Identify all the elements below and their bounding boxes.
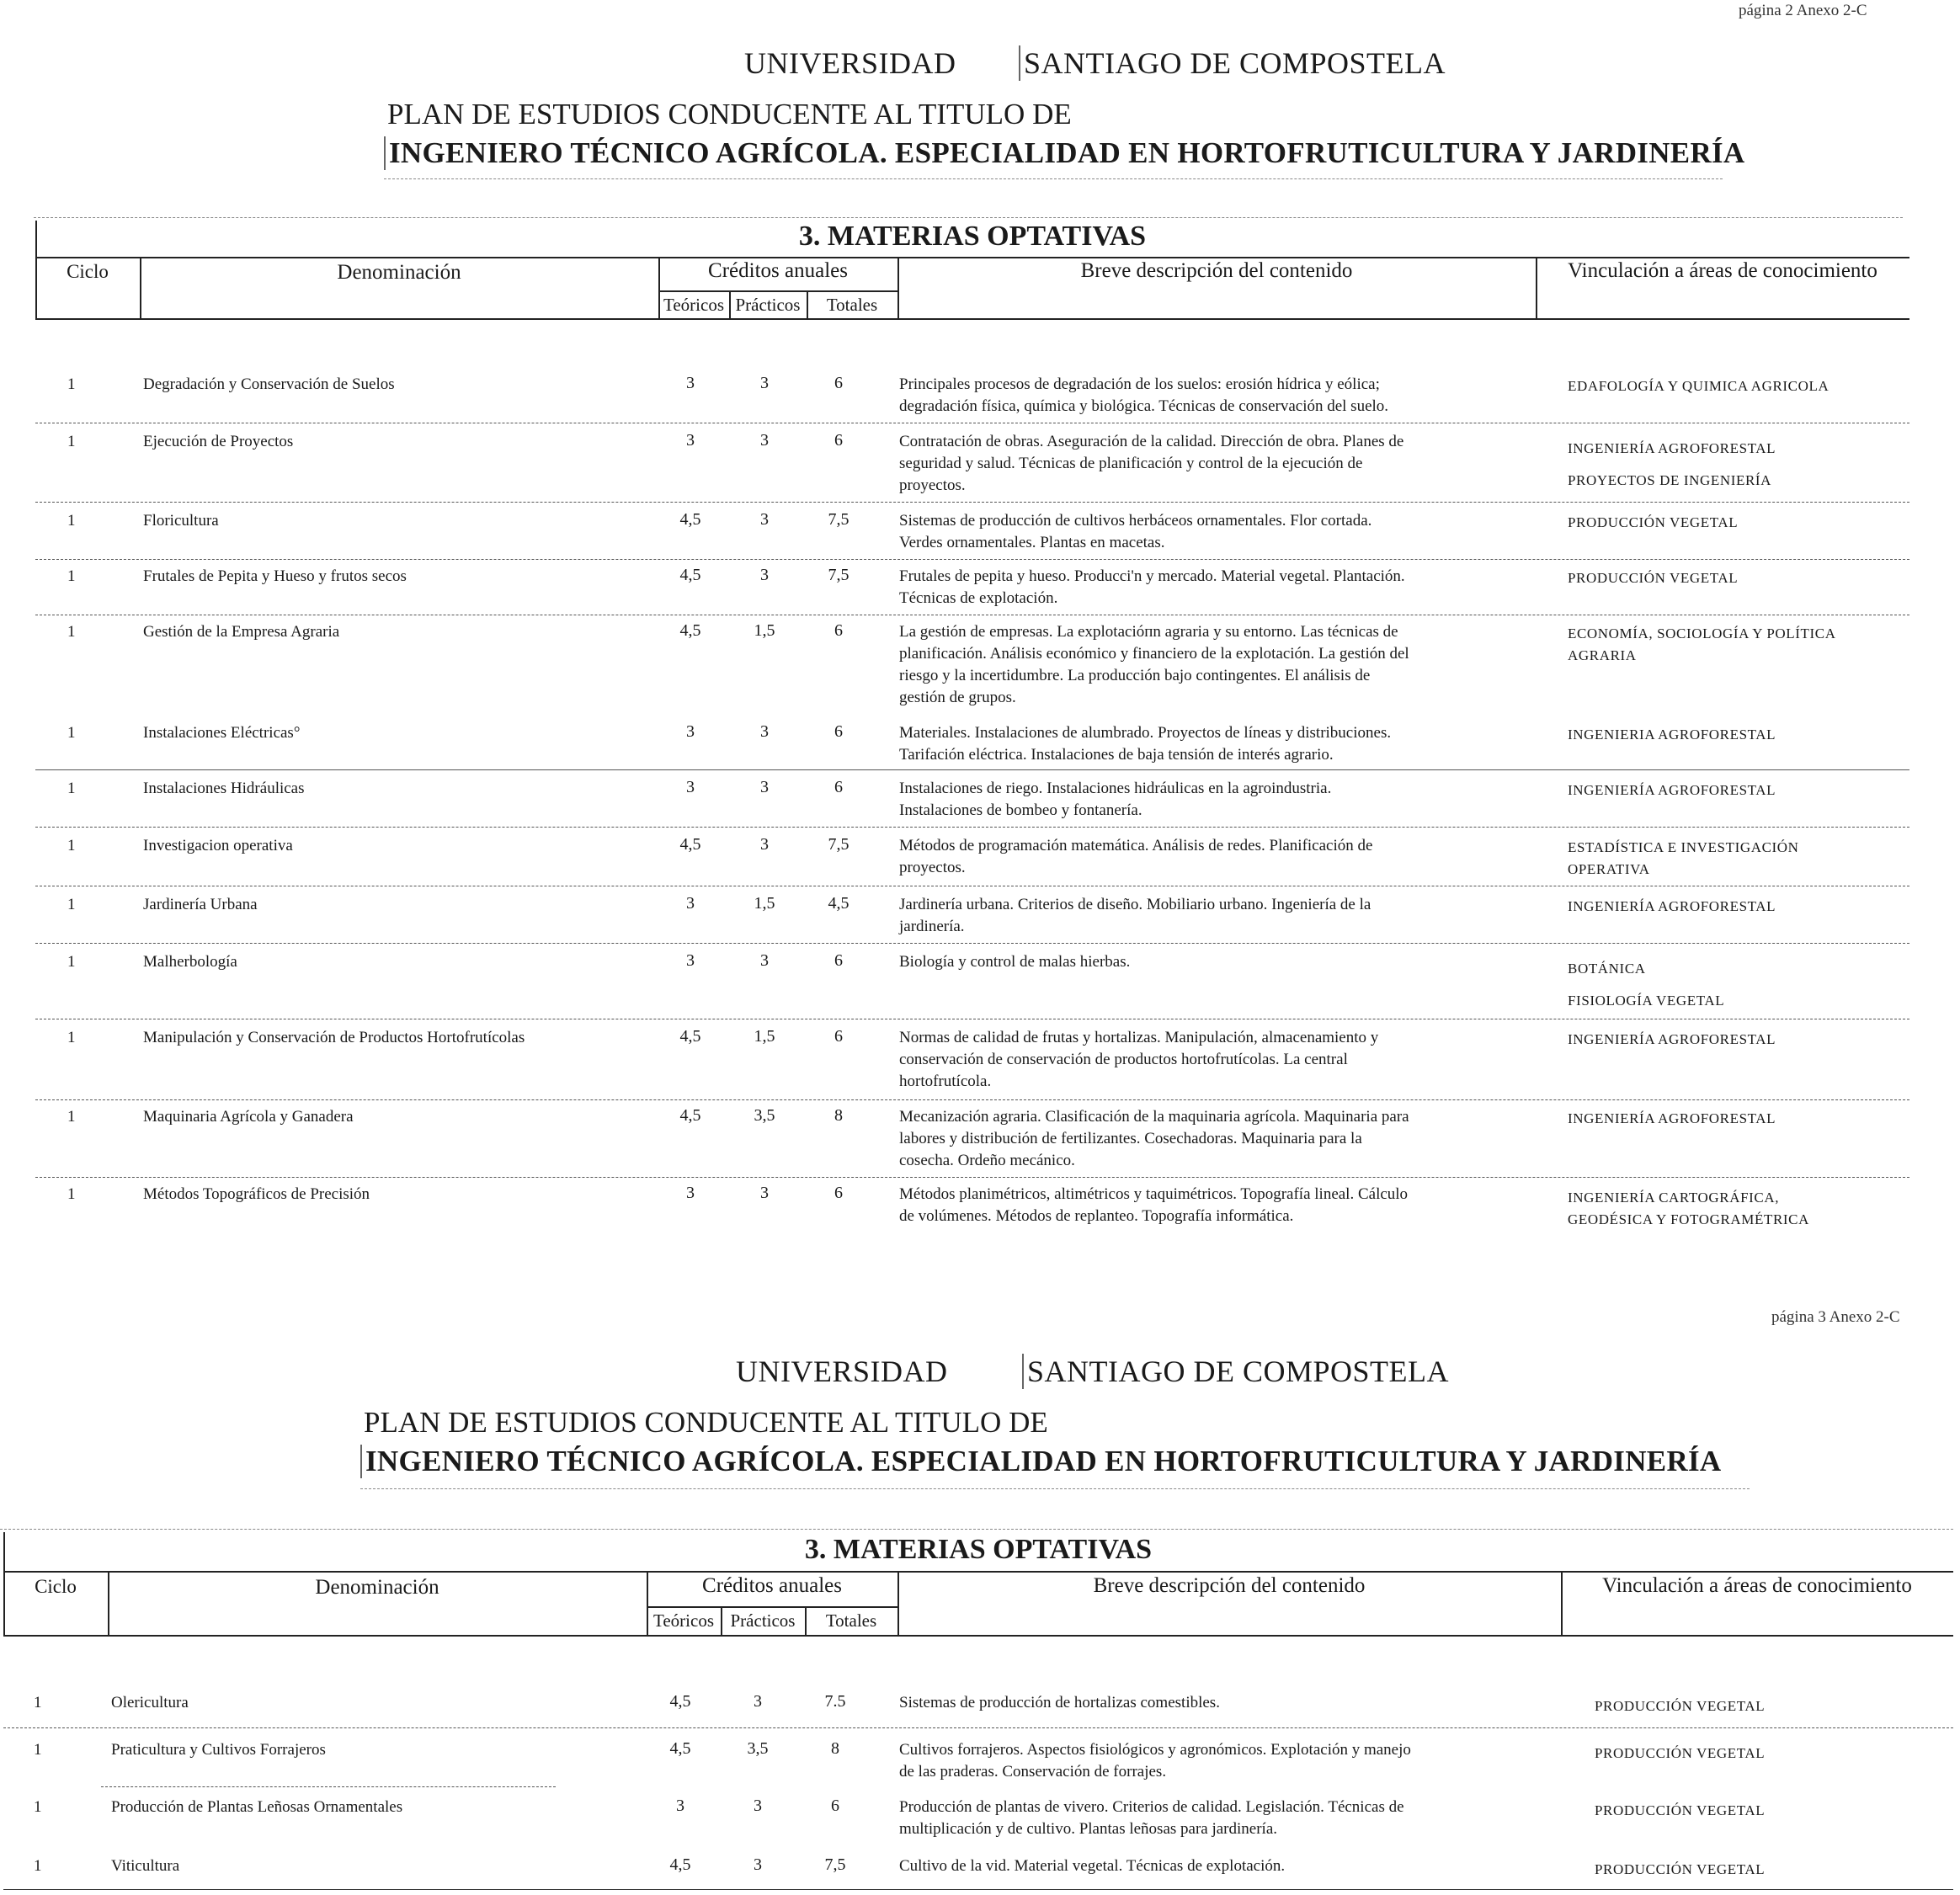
cell-ciclo: 1 (67, 375, 76, 393)
plan-line: PLAN DE ESTUDIOS CONDUCENTE AL TITULO DE (364, 1406, 1048, 1439)
table-border (3, 1635, 1953, 1637)
cell-practicos: 3 (760, 1184, 769, 1202)
row-divider (35, 1099, 1909, 1100)
cell-denominacion: Viticultura (111, 1857, 180, 1875)
cell-descripcion: Jardinería urbana. Criterios de diseño. Mobiliario urbano. Ingeniería de la jardinería. (899, 896, 1371, 935)
cell-denominacion: Producción de Plantas Leñosas Ornamentales (111, 1798, 403, 1816)
table-border (35, 257, 1909, 258)
cell-ciclo: 1 (34, 1694, 42, 1711)
cell-teoricos: 4,5 (679, 1106, 701, 1125)
cell-denominacion: Instalaciones Hidráulicas (143, 780, 305, 797)
cell-descripcion: Producción de plantas de vivero. Criterios de calidad. Legislación. Técnicas de multiplicación y de cultivo. Plantas leñosas para jardinería. (899, 1798, 1404, 1838)
cell-denominacion: Olericultura (111, 1694, 189, 1711)
cell-ciclo: 1 (67, 433, 76, 450)
cell-descripcion: Sistemas de producción de hortalizas comestibles. (899, 1694, 1220, 1711)
cell-teoricos: 3 (676, 1797, 684, 1815)
cell-totales: 6 (834, 1184, 843, 1202)
cell-totales: 7,5 (824, 1855, 846, 1874)
cell-teoricos: 4,5 (669, 1692, 691, 1711)
cell-teoricos: 4,5 (669, 1855, 691, 1874)
cell-vinculacion: ESTADÍSTICA E INVESTIGACIÓN OPERATIVA (1568, 839, 1799, 877)
cell-vinculacion: INGENIERÍA AGROFORESTAL (1568, 898, 1776, 914)
cell-practicos: 3 (760, 510, 769, 529)
cell-totales: 6 (831, 1797, 839, 1815)
cell-denominacion: Métodos Topográficos de Precisión (143, 1185, 370, 1203)
cell-ciclo: 1 (67, 953, 76, 971)
cell-descripcion: Métodos planimétricos, altimétricos y taquimétricos. Topografía lineal. Cálculo de volúmenes. Métodos de replanteo. Topografía informática. (899, 1185, 1409, 1225)
cell-descripcion: Materiales. Instalaciones de alumbrado. Proyectos de líneas y distribuciones. Tarifación eléctrica. Instalaciones de baja tensión de interés agrario. (899, 724, 1392, 764)
cell-denominacion: Investigacion operativa (143, 837, 293, 854)
table-border (3, 1889, 1953, 1890)
cell-vinculacion: INGENIERÍA AGROFORESTAL (1568, 1110, 1776, 1126)
row-divider (3, 1727, 1953, 1728)
cell-vinculacion: INGENIERÍA AGROFORESTAL (1568, 1031, 1776, 1047)
cell-vinculacion: PRODUCCIÓN VEGETAL (1568, 514, 1739, 530)
cell-practicos: 3 (760, 951, 769, 970)
cell-denominacion: Maquinaria Agrícola y Ganadera (143, 1108, 354, 1126)
cell-totales: 8 (831, 1739, 839, 1758)
cell-ciclo: 1 (67, 1185, 76, 1203)
cell-vinculacion: INGENIERÍA AGROFORESTAL (1568, 782, 1776, 798)
cell-denominacion: Ejecución de Proyectos (143, 433, 294, 450)
universidad-name: SANTIAGO DE COMPOSTELA (1022, 1354, 1449, 1389)
cell-teoricos: 3 (686, 1184, 695, 1202)
cell-descripcion: Biología y control de malas hierbas. (899, 953, 1131, 971)
cell-vinculacion: BOTÁNICA FISIOLOGÍA VEGETAL (1568, 961, 1725, 1009)
cell-teoricos: 4,5 (679, 510, 701, 529)
cell-totales: 6 (834, 778, 843, 796)
plan-line: PLAN DE ESTUDIOS CONDUCENTE AL TITULO DE (387, 98, 1072, 130)
cell-totales: 6 (834, 374, 843, 392)
header-denominacion: Denominación (337, 261, 461, 284)
divider (360, 1488, 1750, 1489)
cell-practicos: 3 (760, 778, 769, 796)
cell-teoricos: 4,5 (679, 1027, 701, 1046)
row-divider (35, 559, 1909, 560)
universidad-label: UNIVERSIDAD (736, 1355, 948, 1388)
cell-teoricos: 3 (686, 722, 695, 741)
divider (34, 217, 1903, 218)
cell-teoricos: 4,5 (669, 1739, 691, 1758)
cell-totales: 6 (834, 431, 843, 450)
row-divider (35, 769, 1909, 770)
cell-ciclo: 1 (67, 780, 76, 797)
cell-practicos: 3 (760, 835, 769, 854)
header-descripcion: Breve descripción del contenido (1093, 1574, 1366, 1597)
row-divider (101, 1786, 556, 1787)
degree-line: INGENIERO TÉCNICO AGRÍCOLA. ESPECIALIDAD EN HORTOFRUTICULTURA Y JARDINERÍA (360, 1445, 1722, 1478)
cell-totales: 4,5 (828, 894, 850, 913)
cell-ciclo: 1 (67, 896, 76, 913)
cell-denominacion: Malherbología (143, 953, 237, 971)
row-divider (35, 502, 1909, 503)
table-border (647, 1606, 897, 1608)
page-label: página 3 Anexo 2-C (1771, 1308, 1900, 1326)
row-divider (35, 827, 1909, 828)
cell-vinculacion: PRODUCCIÓN VEGETAL (1595, 1802, 1766, 1818)
cell-teoricos: 3 (686, 374, 695, 392)
cell-teoricos: 3 (686, 894, 695, 913)
header-totales: Totales (826, 295, 878, 315)
cell-descripcion: Instalaciones de riego. Instalaciones hidráulicas en la agroindustria. Instalaciones de bombeo y fontanería. (899, 780, 1332, 819)
cell-practicos: 1,5 (754, 894, 775, 913)
cell-denominacion: Floricultura (143, 512, 219, 530)
cell-totales: 6 (834, 621, 843, 640)
cell-totales: 7,5 (828, 835, 850, 854)
cell-ciclo: 1 (67, 724, 76, 742)
cell-practicos: 3 (760, 374, 769, 392)
cell-teoricos: 4,5 (679, 835, 701, 854)
header-teoricos: Teóricos (663, 295, 724, 315)
header-denominacion: Denominación (315, 1576, 439, 1599)
header-vinculacion: Vinculación a áreas de conocimiento (1602, 1574, 1912, 1597)
cell-denominacion: Instalaciones Eléctricas° (143, 724, 301, 742)
cell-practicos: 3 (760, 431, 769, 450)
cell-denominacion: Jardinería Urbana (143, 896, 258, 913)
cell-ciclo: 1 (34, 1741, 42, 1759)
cell-practicos: 3 (754, 1692, 762, 1711)
cell-totales: 6 (834, 951, 843, 970)
header-ciclo: Ciclo (35, 1576, 77, 1597)
row-divider (35, 943, 1909, 944)
divider (0, 1529, 1953, 1530)
cell-practicos: 1,5 (754, 1027, 775, 1046)
header-ciclo: Ciclo (67, 261, 109, 282)
cell-practicos: 3,5 (754, 1106, 775, 1125)
header-descripcion: Breve descripción del contenido (1080, 259, 1353, 282)
header-creditos: Créditos anuales (708, 259, 848, 282)
table-border (658, 290, 897, 292)
cell-denominacion: Praticultura y Cultivos Forrajeros (111, 1741, 326, 1759)
cell-descripcion: Métodos de programación matemática. Análisis de redes. Planificación de proyectos. (899, 837, 1373, 876)
divider (384, 178, 1723, 179)
cell-denominacion: Frutales de Pepita y Hueso y frutos secos (143, 567, 407, 585)
cell-vinculacion: PRODUCCIÓN VEGETAL (1595, 1861, 1766, 1877)
cell-ciclo: 1 (34, 1857, 42, 1875)
cell-practicos: 1,5 (754, 621, 775, 640)
cell-vinculacion: EDAFOLOGÍA Y QUIMICA AGRICOLA (1568, 378, 1830, 394)
cell-ciclo: 1 (67, 1029, 76, 1046)
cell-vinculacion: PRODUCCIÓN VEGETAL (1595, 1745, 1766, 1761)
cell-practicos: 3 (760, 566, 769, 584)
cell-vinculacion: INGENIERÍA AGROFORESTAL PROYECTOS DE INGENIERÍA (1568, 440, 1776, 488)
cell-practicos: 3 (760, 722, 769, 741)
cell-vinculacion: INGENIERÍA CARTOGRÁFICA, GEODÉSICA Y FOTOGRAMÉTRICA (1568, 1190, 1809, 1227)
header-teoricos: Teóricos (652, 1610, 714, 1631)
cell-teoricos: 3 (686, 951, 695, 970)
universidad-label: UNIVERSIDAD (744, 46, 956, 80)
cell-descripcion: Cultivo de la vid. Material vegetal. Técnicas de explotación. (899, 1857, 1286, 1875)
page-label: página 2 Anexo 2-C (1739, 2, 1867, 19)
cell-teoricos: 4,5 (679, 566, 701, 584)
header-creditos: Créditos anuales (702, 1574, 842, 1597)
cell-totales: 7,5 (828, 566, 850, 584)
cell-practicos: 3,5 (747, 1739, 769, 1758)
cell-descripcion: Mecanización agraria. Clasificación de la maquinaria agrícola. Maquinaria para labores y distribución de fertilizantes. Cosechadoras. Maquinaria para la cosecha. Ordeño mecánico. (899, 1108, 1409, 1169)
cell-denominacion: Manipulación y Conservación de Productos Hortofrutícolas (143, 1029, 525, 1046)
cell-ciclo: 1 (67, 837, 76, 854)
cell-descripcion: La gestión de empresas. La explotacióпn agraria y su entorno. Las técnicas de planificación. Análisis económico y financiero de la explotación. La gestión del riesgo y la incertidumbre. La producción bajo contingentes. El análisis de gestión de grupos. (899, 623, 1409, 706)
cell-ciclo: 1 (34, 1798, 42, 1816)
cell-ciclo: 1 (67, 1108, 76, 1126)
cell-descripcion: Cultivos forrajeros. Aspectos fisiológicos y agronómicos. Explotación y manejo de las praderas. Conservación de forrajes. (899, 1741, 1411, 1781)
cell-descripcion: Normas de calidad de frutas y hortalizas. Manipulación, almacenamiento y conservación de conservación de productos hortofrutícolas. La central hortofrutícola. (899, 1029, 1379, 1090)
cell-vinculacion: PRODUCCIÓN VEGETAL (1595, 1698, 1766, 1714)
table-border (3, 1571, 1953, 1573)
cell-vinculacion: INGENIERIA AGROFORESTAL (1568, 727, 1776, 743)
cell-ciclo: 1 (67, 512, 76, 530)
cell-totales: 6 (834, 1027, 843, 1046)
section-title: 3. MATERIAS OPTATIVAS (804, 1534, 1153, 1565)
cell-ciclo: 1 (67, 623, 76, 641)
table-border (35, 318, 1909, 320)
section-title: 3. MATERIAS OPTATIVAS (798, 221, 1147, 252)
header-practicos: Prácticos (735, 295, 801, 315)
cell-teoricos: 4,5 (679, 621, 701, 640)
cell-descripcion: Sistemas de producción de cultivos herbáceos ornamentales. Flor cortada. Verdes ornamentales. Plantas en macetas. (899, 512, 1372, 551)
universidad-name: SANTIAGO DE COMPOSTELA (1019, 45, 1446, 81)
cell-descripcion: Principales procesos de degradación de los suelos: erosión hídrica y eólica; degradación física, química y biológica. Técnicas de conservación del suelo. (899, 375, 1389, 415)
header-totales: Totales (825, 1610, 877, 1631)
cell-vinculacion: PRODUCCIÓN VEGETAL (1568, 570, 1739, 586)
cell-descripcion: Contratación de obras. Aseguración de la calidad. Dirección de obra. Planes de seguridad y salud. Técnicas de planificación y control de la ejecución de proyectos. (899, 433, 1404, 494)
cell-totales: 7,5 (828, 510, 850, 529)
header-practicos: Prácticos (730, 1610, 796, 1631)
cell-denominacion: Degradación y Conservación de Suelos (143, 375, 395, 393)
cell-practicos: 3 (754, 1797, 762, 1815)
cell-practicos: 3 (754, 1855, 762, 1874)
cell-teoricos: 3 (686, 778, 695, 796)
cell-totales: 8 (834, 1106, 843, 1125)
cell-totales: 6 (834, 722, 843, 741)
header-vinculacion: Vinculación a áreas de conocimiento (1568, 259, 1877, 282)
degree-line: INGENIERO TÉCNICO AGRÍCOLA. ESPECIALIDAD EN HORTOFRUTICULTURA Y JARDINERÍA (384, 136, 1745, 170)
cell-teoricos: 3 (686, 431, 695, 450)
cell-vinculacion: ECONOMÍA, SOCIOLOGÍA Y POLÍTICA AGRARIA (1568, 625, 1836, 663)
row-divider (35, 1177, 1909, 1178)
cell-ciclo: 1 (67, 567, 76, 585)
cell-descripcion: Frutales de pepita y hueso. Producci'n y mercado. Material vegetal. Plantación. Técnicas de explotación. (899, 567, 1405, 607)
cell-totales: 7.5 (824, 1692, 846, 1711)
cell-denominacion: Gestión de la Empresa Agraria (143, 623, 340, 641)
